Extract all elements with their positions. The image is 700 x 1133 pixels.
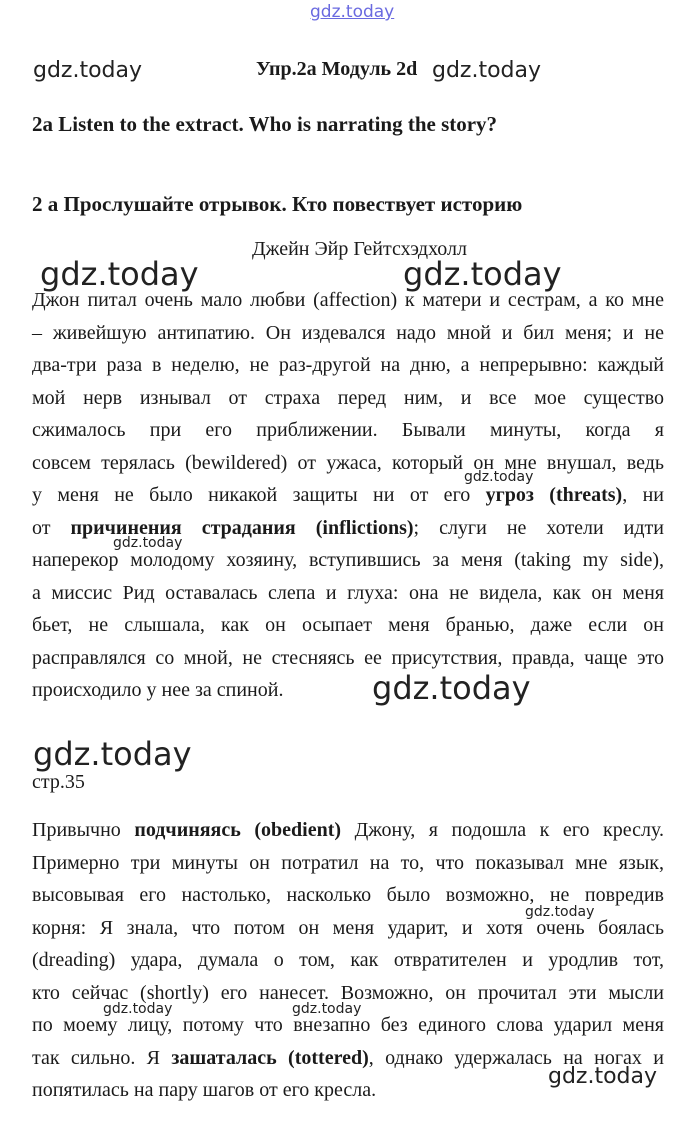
watermark: gdz.today	[372, 669, 531, 707]
text-line	[32, 512, 664, 545]
text-line	[32, 447, 664, 480]
text-run: кто сейчас (shortly) его нанесет. Возможно, он прочитал эти мысли	[32, 981, 664, 1004]
task-heading-en: 2a Listen to the extract. Who is narrating the story?	[32, 112, 498, 136]
watermark: gdz.today	[103, 1001, 173, 1017]
text-run: бьет, не слышала, как он осыпает меня бранью, даже если он	[32, 614, 664, 636]
text-line	[32, 609, 664, 642]
text-run: – живейшую антипатию. Он издевался надо мной и бил меня; и не	[32, 321, 664, 344]
text-line	[32, 544, 664, 577]
text-line	[32, 414, 664, 447]
watermark: gdz.today	[310, 2, 395, 22]
text-run: сжималось при его приближении. Бывали минуты, когда я	[32, 419, 664, 441]
watermark: gdz.today	[525, 904, 595, 920]
text-line	[32, 669, 664, 707]
text-line	[32, 1009, 664, 1042]
watermark: gdz.today	[464, 469, 534, 485]
text-run: , однако удержалась на ногах и	[368, 1046, 664, 1069]
text-line	[32, 479, 664, 512]
vocab-term: угроз (threats)	[485, 484, 623, 506]
vocab-term: подчиняясь (obedient)	[134, 819, 342, 841]
story-byline: Джейн Эйр Гейтсхэдхолл	[252, 238, 467, 260]
text-line	[32, 284, 664, 317]
page-title: Упр.2а Модуль 2d	[256, 58, 418, 80]
watermark: gdz.today	[33, 735, 192, 773]
text-run: совсем терялась (bewildered) от ужаса, который он мне внушал, ведь	[32, 451, 664, 474]
text-line	[32, 944, 664, 977]
text-line	[32, 382, 664, 415]
text-run: а миссис Рид оставалась слепа и глуха: она не видела, как он меня	[32, 581, 664, 604]
text-run: наперекор молодому хозяину, вступившись за меня (taking my side),	[32, 549, 664, 571]
watermark: gdz.today	[292, 1001, 362, 1017]
task-heading-ru: 2 а Прослушайте отрывок. Кто повествует историю	[32, 192, 523, 216]
vocab-term: причинения страдания (inflictions)	[70, 516, 414, 539]
text-line	[32, 912, 664, 945]
watermark: gdz.today	[548, 1064, 658, 1089]
text-run: мой нерв изнывал от страха перед ним, и все мое существо	[32, 386, 664, 409]
text-line	[32, 847, 664, 880]
text-run: корня: Я знала, что потом он меня ударит, и хотя очень боялась	[32, 916, 664, 939]
text-run: по моему лицу, потому что внезапно без единого слова ударил меня	[32, 1014, 664, 1036]
text-run: попятилась на пару шагов от его кресла.	[32, 1079, 377, 1101]
text-line	[32, 977, 664, 1010]
text-run: , ни	[622, 484, 665, 506]
text-run: два-три раза в неделю, не раз-другой на дню, а непрерывно: каждый	[32, 354, 664, 376]
vocab-term: зашаталась (tottered)	[171, 1046, 369, 1069]
watermark: gdz.today	[40, 255, 199, 293]
text-run: Джону, я подошла к его креслу.	[341, 819, 664, 841]
story-paragraph-1	[32, 284, 664, 707]
text-line	[32, 1042, 664, 1075]
text-run: Джон питал очень мало любви (affection) к матери и сестрам, а ко мне	[32, 289, 664, 311]
text-line	[32, 879, 664, 912]
watermark: gdz.today	[33, 58, 143, 83]
text-line	[32, 1074, 664, 1107]
text-line	[32, 642, 664, 675]
text-run: расправлялся со мной, не стесняясь ее присутствия, правда, чаще это	[32, 646, 664, 669]
text-line	[32, 317, 664, 350]
text-run: (dreading) удара, думала о том, как отвратителен и уродлив тот,	[32, 949, 664, 971]
text-run: Примерно три минуты он потратил на то, что показывал мне язык,	[32, 851, 664, 874]
text-run: происходило у нее за спиной.	[32, 679, 284, 701]
watermark: gdz.today	[113, 535, 183, 551]
text-line	[32, 577, 664, 610]
text-run: ; слуги не хотели идти	[413, 516, 664, 539]
text-run: так сильно. Я	[32, 1046, 172, 1069]
text-line	[32, 349, 664, 382]
text-run: у меня не было никакой защиты ни от его	[32, 484, 486, 506]
text-run: Привычно	[32, 819, 135, 841]
watermark: gdz.today	[432, 58, 542, 83]
watermark: gdz.today	[403, 255, 562, 293]
text-run: от	[32, 516, 71, 539]
text-run: высовывая его настолько, насколько было возможно, не повредив	[32, 884, 664, 906]
page-reference: стр.35	[32, 771, 85, 793]
story-paragraph-2	[32, 814, 664, 1107]
text-line	[32, 814, 664, 847]
